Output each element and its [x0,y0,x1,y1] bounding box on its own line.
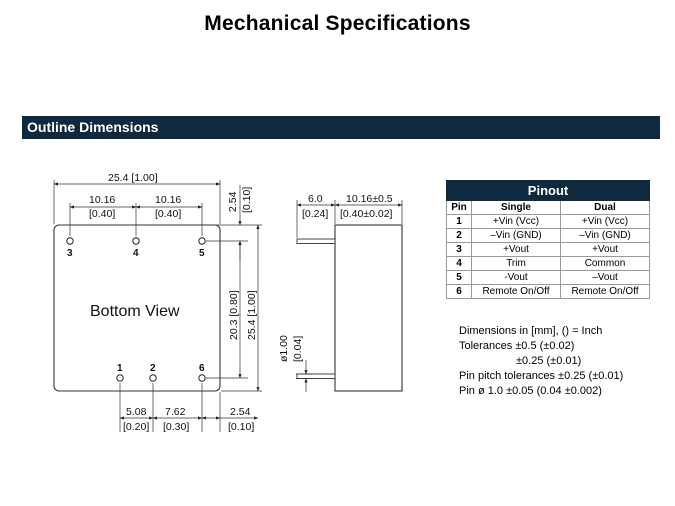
single-function: +Vin (Vcc) [472,215,561,229]
dim-pin-dia-in: [0.04] [292,335,304,362]
pinout-title: Pinout [447,181,650,201]
dim-bottom-c: 2.54 [230,406,251,418]
dim-pitch-b: 10.16 [155,194,182,206]
note-pin-diameter: Pin ø 1.0 ±0.05 (0.04 ±0.002) [459,385,602,397]
dim-pin-dia: ø1.00 [278,335,290,362]
dim-bottom-a-in: [0.20] [123,421,150,433]
col-header-pin: Pin [447,201,472,215]
dual-function: –Vin (GND) [561,229,650,243]
single-function: -Vout [472,271,561,285]
dim-side-pitch: 10.16±0.5 [346,193,393,205]
pin-2 [150,375,156,381]
module-outline-side-view [335,225,402,391]
dim-height-overall: 25.4 [1.00] [246,290,258,340]
pin-label-1: 1 [117,363,123,374]
pin-number: 6 [447,285,472,299]
dim-pitch-a-in: [0.40] [89,208,116,220]
col-header-dual: Dual [561,201,650,215]
note-units: Dimensions in [mm], () = Inch [459,325,603,337]
pin-1 [117,375,123,381]
dim-side-thickness: 6.0 [308,193,323,205]
dim-side-pitch-in: [0.40±0.02] [340,208,393,220]
pin-label-6: 6 [199,363,205,374]
page-title: Mechanical Specifications [204,12,471,35]
pin-4 [133,238,139,244]
dual-function: +Vin (Vcc) [561,215,650,229]
pin-3 [67,238,73,244]
single-function: +Vout [472,243,561,257]
dim-bottom-c-in: [0.10] [228,421,255,433]
table-row [447,229,650,243]
side-pin-top [297,239,335,244]
pin-number: 3 [447,243,472,257]
section-title: Outline Dimensions [27,119,159,135]
pin-label-3: 3 [67,248,73,259]
pinout-table [446,180,650,299]
pin-label-2: 2 [150,363,156,374]
dim-side-thickness-in: [0.24] [302,208,329,220]
table-row [447,257,650,271]
table-row [447,215,650,229]
dual-function: Common [561,257,650,271]
dim-top-offset-in: [0.10] [241,186,253,213]
note-tolerances: Tolerances ±0.5 (±0.02) [459,340,575,352]
dim-bottom-b: 7.62 [165,406,186,418]
pin-5 [199,238,205,244]
dual-function: +Vout [561,243,650,257]
dual-function: Remote On/Off [561,285,650,299]
dim-overall-width: 25.4 [1.00] [108,172,158,184]
pin-label-5: 5 [199,248,205,259]
note-pin-pitch: Pin pitch tolerances ±0.25 (±0.01) [459,370,624,382]
dim-pitch-a: 10.16 [89,194,116,206]
table-row [447,271,650,285]
pin-number: 1 [447,215,472,229]
dim-bottom-b-in: [0.30] [163,421,190,433]
table-header-row [447,201,650,215]
pin-number: 4 [447,257,472,271]
dual-function: –Vout [561,271,650,285]
dim-top-offset: 2.54 [227,191,239,212]
single-function: Trim [472,257,561,271]
dim-height-inner: 20.3 [0.80] [228,290,240,340]
pin-number: 5 [447,271,472,285]
dim-bottom-a: 5.08 [126,406,147,418]
col-header-single: Single [472,201,561,215]
pin-6 [199,375,205,381]
single-function: Remote On/Off [472,285,561,299]
side-pin-bottom [297,374,335,379]
pin-number: 2 [447,229,472,243]
dim-pitch-b-in: [0.40] [155,208,182,220]
dimension-notes [459,324,623,399]
note-tolerances-fine: ±0.25 (±0.01) [516,355,582,367]
bottom-view-label: Bottom View [90,303,180,320]
pin-label-4: 4 [133,248,139,259]
table-row [447,243,650,257]
single-function: –Vin (GND) [472,229,561,243]
table-row [447,285,650,299]
